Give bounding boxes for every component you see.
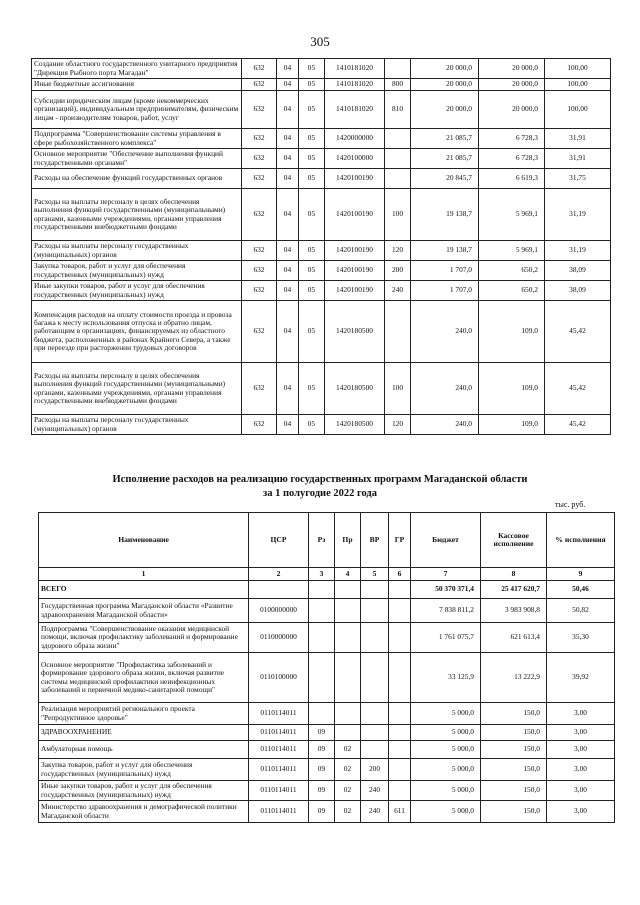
cell-pct: 100,00 — [545, 59, 611, 79]
cell-gr — [389, 759, 411, 781]
cell-vr: 200 — [385, 261, 411, 281]
cell-fact: 13 222,9 — [481, 653, 547, 703]
cell-rz — [309, 653, 335, 703]
cell-plan: 1 707,0 — [411, 281, 479, 301]
cell-vr — [361, 703, 389, 725]
cell-budget: 5 000,0 — [411, 741, 481, 759]
cell-rz: 04 — [277, 415, 299, 435]
cell-fact: 150,0 — [481, 703, 547, 725]
cell-budget: 5 000,0 — [411, 781, 481, 801]
colnum-2: 2 — [249, 568, 309, 581]
cell-budget: 5 000,0 — [411, 801, 481, 823]
table-row — [32, 261, 611, 281]
cell-fact: 621 613,4 — [481, 623, 547, 653]
header-fact: Кассовое исполнение — [481, 513, 547, 568]
cell-rz: 04 — [277, 301, 299, 363]
cell-fact: 650,2 — [479, 281, 545, 301]
total-budget: 50 370 371,4 — [411, 581, 481, 599]
cell-pct: 35,30 — [547, 623, 615, 653]
cell-fact: 6 728,3 — [479, 129, 545, 149]
cell-pr: 05 — [299, 415, 325, 435]
cell-csr: 0110100000 — [249, 653, 309, 703]
cell-fact: 20 000,0 — [479, 59, 545, 79]
cell-csr: 1420100190 — [325, 169, 385, 189]
cell-name: Расходы на выплаты персоналу в целях обеспечения выполнения функций государственными (муниципальными) органами, казенными учреждениями, органами управления государственными внебюджетными фондами — [32, 363, 242, 415]
cell-fact: 150,0 — [481, 741, 547, 759]
report-heading-line2: за 1 полугодие 2022 года — [262, 488, 377, 499]
header-name: Наименование — [39, 513, 249, 568]
cell-vr — [361, 653, 389, 703]
cell-plan: 240,0 — [411, 301, 479, 363]
cell-grbs: 632 — [242, 415, 277, 435]
cell-vr — [361, 725, 389, 741]
cell-csr: 0100000000 — [249, 599, 309, 623]
cell-pct: 3,00 — [547, 703, 615, 725]
cell-rz — [309, 599, 335, 623]
table-row — [39, 741, 615, 759]
cell-pr — [335, 599, 361, 623]
header-vr: ВР — [361, 513, 389, 568]
cell-gr — [389, 599, 411, 623]
colnum-3: 3 — [309, 568, 335, 581]
cell-vr — [361, 741, 389, 759]
colnum-8: 8 — [481, 568, 547, 581]
cell-grbs: 632 — [242, 79, 277, 91]
cell-name: Закупка товаров, работ и услуг для обеспечения государственных (муниципальных) нужд — [39, 759, 249, 781]
cell-grbs: 632 — [242, 189, 277, 241]
column-number-row — [39, 568, 615, 581]
cell-plan: 20 000,0 — [411, 59, 479, 79]
cell-name: Подпрограмма "Совершенствование оказания медицинской помощи, включая профилактику заболеваний и формирование здорового образа жизни" — [39, 623, 249, 653]
cell-pct: 31,19 — [545, 189, 611, 241]
cell-grbs: 632 — [242, 363, 277, 415]
cell-vr — [385, 301, 411, 363]
cell-fact: 6 619,3 — [479, 169, 545, 189]
program-expense-table — [31, 58, 611, 435]
cell-pr: 02 — [335, 759, 361, 781]
cell-pr: 05 — [299, 281, 325, 301]
cell-fact: 3 983 908,8 — [481, 599, 547, 623]
cell-fact: 650,2 — [479, 261, 545, 281]
cell-csr: 1420180500 — [325, 415, 385, 435]
cell-pct: 3,00 — [547, 759, 615, 781]
cell-grbs: 632 — [242, 281, 277, 301]
cell-csr: 1420180500 — [325, 301, 385, 363]
cell-pct: 100,00 — [545, 91, 611, 129]
cell-rz: 04 — [277, 91, 299, 129]
cell-gr — [389, 741, 411, 759]
table-row — [32, 189, 611, 241]
cell-grbs: 632 — [242, 301, 277, 363]
cell-pct: 31,91 — [545, 149, 611, 169]
cell-fact: 150,0 — [481, 801, 547, 823]
cell-rz: 04 — [277, 79, 299, 91]
cell-vr — [361, 623, 389, 653]
cell-pr: 05 — [299, 301, 325, 363]
cell-fact: 150,0 — [481, 725, 547, 741]
cell-csr: 1410181020 — [325, 91, 385, 129]
cell-name: Расходы на выплаты персоналу государственных (муниципальных) органов — [32, 415, 242, 435]
cell-name: Создание областного государственного унитарного предприятия "Дирекция Рыбного порта Магадан" — [32, 59, 242, 79]
cell-name: ЗДРАВООХРАНЕНИЕ — [39, 725, 249, 741]
header-csr: ЦСР — [249, 513, 309, 568]
cell-name: Закупка товаров, работ и услуг для обеспечения государственных (муниципальных) нужд — [32, 261, 242, 281]
cell-budget: 33 125,9 — [411, 653, 481, 703]
cell-pct: 3,00 — [547, 741, 615, 759]
cell-name: Амбулаторная помощь — [39, 741, 249, 759]
cell-csr: 0110114011 — [249, 741, 309, 759]
cell-pr: 05 — [299, 169, 325, 189]
cell-fact: 5 969,1 — [479, 189, 545, 241]
cell-vr: 240 — [385, 281, 411, 301]
cell-pct: 3,00 — [547, 801, 615, 823]
table-row — [32, 241, 611, 261]
colnum-5: 5 — [361, 568, 389, 581]
cell-rz: 04 — [277, 281, 299, 301]
cell-pct: 38,09 — [545, 261, 611, 281]
header-gr: ГР — [389, 513, 411, 568]
cell-csr: 1420100190 — [325, 241, 385, 261]
cell-pr: 02 — [335, 801, 361, 823]
cell-rz: 09 — [309, 741, 335, 759]
cell-pr — [335, 623, 361, 653]
cell-budget: 1 761 075,7 — [411, 623, 481, 653]
cell-csr: 1420180500 — [325, 363, 385, 415]
table-row — [32, 301, 611, 363]
cell-pct: 45,42 — [545, 415, 611, 435]
table-row — [39, 781, 615, 801]
cell-gr — [389, 623, 411, 653]
cell-pr: 05 — [299, 129, 325, 149]
cell-rz: 09 — [309, 725, 335, 741]
cell-rz: 09 — [309, 759, 335, 781]
cell-name: Государственная программа Магаданской области «Развитие здравоохранения Магаданской области» — [39, 599, 249, 623]
cell-csr: 0110114011 — [249, 725, 309, 741]
cell-name: Подпрограмма "Совершенствование системы управления в сфере рыбохозяйственного комплекса" — [32, 129, 242, 149]
cell-plan: 240,0 — [411, 415, 479, 435]
cell-vr: 100 — [385, 363, 411, 415]
cell-pr: 05 — [299, 363, 325, 415]
cell-name: Расходы на обеспечение функций государственных органов — [32, 169, 242, 189]
cell-grbs: 632 — [242, 149, 277, 169]
state-programs-table-body — [39, 581, 615, 823]
cell-pct: 39,92 — [547, 653, 615, 703]
cell-csr: 1410181020 — [325, 59, 385, 79]
cell-csr: 1420000000 — [325, 129, 385, 149]
cell-grbs: 632 — [242, 91, 277, 129]
header-pr: Пр — [335, 513, 361, 568]
cell-pr: 05 — [299, 261, 325, 281]
cell-fact: 20 000,0 — [479, 91, 545, 129]
cell-rz: 04 — [277, 189, 299, 241]
cell-fact: 5 969,1 — [479, 241, 545, 261]
cell-grbs: 632 — [242, 261, 277, 281]
colnum-7: 7 — [411, 568, 481, 581]
cell-rz: 04 — [277, 261, 299, 281]
cell-pct: 3,00 — [547, 725, 615, 741]
cell-csr: 1420100190 — [325, 281, 385, 301]
cell-vr: 240 — [361, 801, 389, 823]
cell-csr: 0110114011 — [249, 703, 309, 725]
colnum-1: 1 — [39, 568, 249, 581]
cell-rz — [309, 703, 335, 725]
cell-name: Иные закупки товаров, работ и услуг для обеспечения государственных (муниципальных) нужд — [39, 781, 249, 801]
cell-grbs: 632 — [242, 59, 277, 79]
cell-vr: 240 — [361, 781, 389, 801]
cell-vr: 120 — [385, 241, 411, 261]
cell-plan: 21 085,7 — [411, 129, 479, 149]
cell-pr: 02 — [335, 781, 361, 801]
cell-csr: 0110114011 — [249, 759, 309, 781]
cell-vr: 120 — [385, 415, 411, 435]
table-row — [32, 415, 611, 435]
cell-gr — [389, 781, 411, 801]
cell-name: Основное мероприятие "Профилактика заболеваний и формирование здорового образа жизни, включая развитие системы медицинской профилактики неинфекционных заболеваний и первичной медико-санитарной помощи" — [39, 653, 249, 703]
cell-gr — [389, 725, 411, 741]
cell-rz: 09 — [309, 781, 335, 801]
cell-pct: 100,00 — [545, 79, 611, 91]
cell-rz — [309, 623, 335, 653]
cell-fact: 109,0 — [479, 415, 545, 435]
cell-pct: 31,19 — [545, 241, 611, 261]
cell-budget: 7 838 811,2 — [411, 599, 481, 623]
header-budget: Бюджет — [411, 513, 481, 568]
cell-vr — [385, 59, 411, 79]
table-row — [39, 801, 615, 823]
cell-name: Расходы на выплаты персоналу в целях обеспечения выполнения функций государственными (муниципальными) органами, казенными учреждениями, органами управления государственными внебюджетными фондами — [32, 189, 242, 241]
cell-grbs: 632 — [242, 169, 277, 189]
cell-budget: 5 000,0 — [411, 759, 481, 781]
cell-vr — [385, 129, 411, 149]
table-row — [39, 725, 615, 741]
cell-name: Реализация мероприятий регионального проекта "Репродуктивное здоровье" — [39, 703, 249, 725]
cell-csr: 0110114011 — [249, 781, 309, 801]
cell-plan: 240,0 — [411, 363, 479, 415]
cell-gr — [389, 653, 411, 703]
cell-vr: 810 — [385, 91, 411, 129]
cell-pr: 05 — [299, 189, 325, 241]
cell-vr: 100 — [385, 189, 411, 241]
table-row — [39, 759, 615, 781]
cell-rz: 04 — [277, 129, 299, 149]
state-programs-table — [38, 512, 615, 823]
table-row — [32, 91, 611, 129]
cell-vr — [361, 599, 389, 623]
header-pct: % исполнения — [547, 513, 615, 568]
cell-plan: 20 845,7 — [411, 169, 479, 189]
table-row — [32, 149, 611, 169]
total-label: ВСЕГО — [39, 581, 249, 599]
cell-fact: 109,0 — [479, 301, 545, 363]
table-row — [32, 363, 611, 415]
colnum-9: 9 — [547, 568, 615, 581]
total-fact: 25 417 620,7 — [481, 581, 547, 599]
cell-plan: 21 085,7 — [411, 149, 479, 169]
cell-grbs: 632 — [242, 129, 277, 149]
cell-csr: 1410181020 — [325, 79, 385, 91]
cell-plan: 1 707,0 — [411, 261, 479, 281]
cell-pr: 05 — [299, 241, 325, 261]
cell-rz: 09 — [309, 801, 335, 823]
table-row — [32, 59, 611, 79]
cell-fact: 109,0 — [479, 363, 545, 415]
cell-rz: 04 — [277, 169, 299, 189]
cell-pr: 05 — [299, 149, 325, 169]
cell-fact: 150,0 — [481, 759, 547, 781]
cell-pct: 31,91 — [545, 129, 611, 149]
cell-fact: 20 000,0 — [479, 79, 545, 91]
cell-name: Расходы на выплаты персоналу государственных (муниципальных) органов — [32, 241, 242, 261]
cell-fact: 6 728,3 — [479, 149, 545, 169]
cell-plan: 20 000,0 — [411, 79, 479, 91]
table-row — [32, 169, 611, 189]
cell-vr: 800 — [385, 79, 411, 91]
cell-pct: 38,09 — [545, 281, 611, 301]
cell-vr: 200 — [361, 759, 389, 781]
colnum-6: 6 — [389, 568, 411, 581]
cell-name: Иные закупки товаров, работ и услуг для обеспечения государственных (муниципальных) нужд — [32, 281, 242, 301]
cell-name: Иные бюджетные ассигнования — [32, 79, 242, 91]
cell-csr: 1420100190 — [325, 189, 385, 241]
cell-budget: 5 000,0 — [411, 725, 481, 741]
cell-pct: 31,75 — [545, 169, 611, 189]
cell-budget: 5 000,0 — [411, 703, 481, 725]
table-row — [39, 653, 615, 703]
cell-pr: 05 — [299, 59, 325, 79]
cell-pr: 05 — [299, 91, 325, 129]
header-row — [39, 513, 615, 568]
table-row — [39, 623, 615, 653]
table-row — [32, 79, 611, 91]
report-heading-line1: Исполнение расходов на реализацию государственных программ Магаданской области — [112, 474, 528, 485]
cell-pr — [335, 653, 361, 703]
cell-csr: 1420100000 — [325, 149, 385, 169]
cell-pr: 05 — [299, 79, 325, 91]
cell-name: Компенсация расходов на оплату стоимости проезда и провоза багажа к месту использования отпуска и обратно лицам, работающим в организациях, финансируемых из областного бюджета, расположенных в районах Крайнего Севера, а также при переезде при расторжении трудовых договоров — [32, 301, 242, 363]
colnum-4: 4 — [335, 568, 361, 581]
cell-name: Субсидии юридическим лицам (кроме некоммерческих организаций), индивидуальным предпринимателям, физическим лицам - производителям товаров, работ, услуг — [32, 91, 242, 129]
cell-name: Основное мероприятие "Обеспечение выполнения функций государственными органами" — [32, 149, 242, 169]
cell-name: Министерство здравоохранения и демографической политики Магаданской области — [39, 801, 249, 823]
cell-fact: 150,0 — [481, 781, 547, 801]
cell-plan: 19 138,7 — [411, 189, 479, 241]
cell-pct: 45,42 — [545, 301, 611, 363]
cell-rz: 04 — [277, 241, 299, 261]
program-expense-table-body — [32, 59, 611, 435]
cell-plan: 20 000,0 — [411, 91, 479, 129]
table-row — [39, 703, 615, 725]
total-row — [39, 581, 615, 599]
table-row — [32, 129, 611, 149]
cell-rz: 04 — [277, 59, 299, 79]
cell-vr — [385, 149, 411, 169]
cell-plan: 19 138,7 — [411, 241, 479, 261]
page-number: 305 — [310, 34, 330, 49]
cell-pr — [335, 725, 361, 741]
cell-pct: 45,42 — [545, 363, 611, 415]
cell-pct: 50,82 — [547, 599, 615, 623]
table-row — [32, 281, 611, 301]
cell-rz: 04 — [277, 363, 299, 415]
cell-pr: 02 — [335, 741, 361, 759]
cell-gr: 611 — [389, 801, 411, 823]
units-label: тыс. руб. — [555, 500, 586, 509]
cell-grbs: 632 — [242, 241, 277, 261]
total-pct: 50,46 — [547, 581, 615, 599]
cell-gr — [389, 703, 411, 725]
cell-csr: 1420100190 — [325, 261, 385, 281]
cell-pct: 3,00 — [547, 781, 615, 801]
cell-csr: 0110000000 — [249, 623, 309, 653]
cell-rz: 04 — [277, 149, 299, 169]
cell-pr — [335, 703, 361, 725]
cell-vr — [385, 169, 411, 189]
header-rz: Рз — [309, 513, 335, 568]
cell-csr: 0110114011 — [249, 801, 309, 823]
table-row — [39, 599, 615, 623]
